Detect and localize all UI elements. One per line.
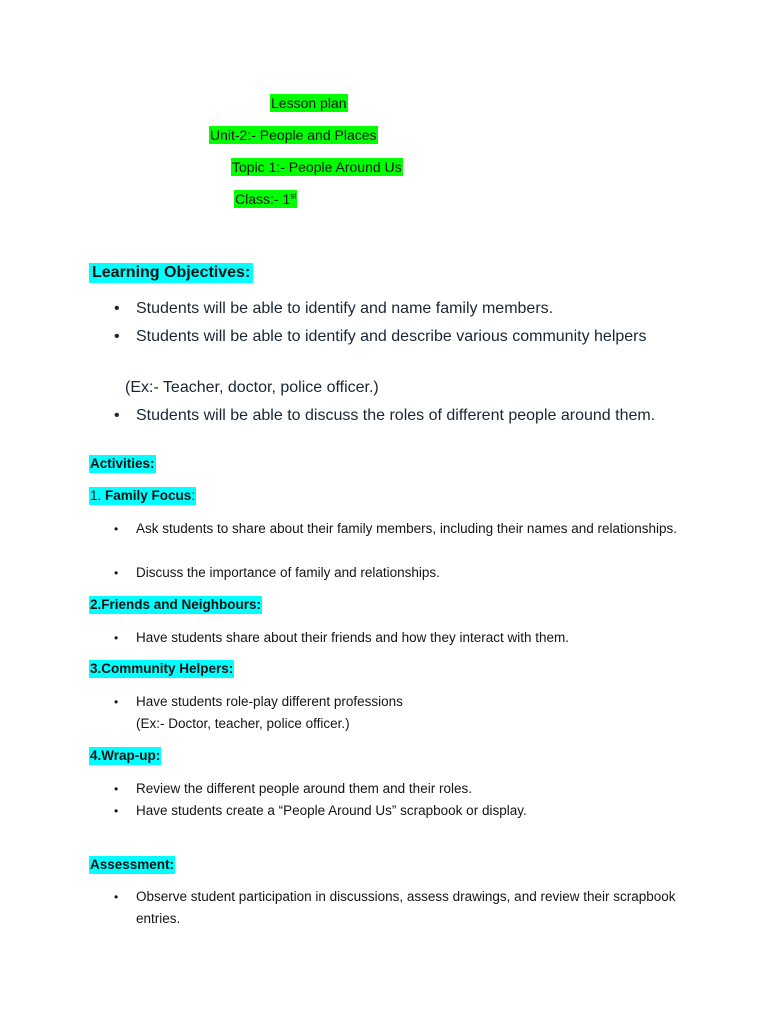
bullet-dot-icon: • [114, 804, 119, 818]
bullet-dot-icon: • [114, 695, 119, 709]
assessment-heading: Assessment: [90, 857, 175, 872]
objective-item [110, 405, 676, 426]
bullet-dot-icon: • [114, 300, 120, 317]
objective-item [110, 326, 676, 347]
family-focus-colon: : [191, 488, 196, 503]
activity-item [110, 691, 696, 735]
activity-item [110, 627, 696, 649]
bullet-dot-icon: • [114, 328, 120, 345]
bullet-dot-icon: • [114, 782, 119, 796]
activity-text: Have students role-play different professions [136, 694, 403, 709]
lesson-plan-title: Lesson plan [271, 95, 347, 111]
objective-text: Students will be able to discuss the roles of different people around them. [136, 407, 656, 424]
activity-text: Have students create a “People Around Us” scrapbook or display. [136, 803, 527, 818]
family-focus-number: 1. [90, 488, 102, 503]
activity-item [110, 518, 696, 540]
unit-title: Unit-2:- People and Places [210, 127, 377, 143]
bullet-dot-icon: • [114, 522, 119, 536]
activities-heading: Activities: [90, 456, 155, 471]
community-helpers-heading: 3.Community Helpers: [90, 661, 234, 676]
family-focus-heading [89, 487, 196, 505]
assessment-item [110, 886, 696, 930]
objective-example: (Ex:- Teacher, doctor, police officer.) [125, 379, 379, 396]
learning-objectives-heading: Learning Objectives: [89, 263, 253, 283]
activity-text: Ask students to share about their family members, including their names and relationships. [136, 521, 678, 536]
bullet-dot-icon: • [114, 631, 119, 645]
assessment-text: Observe student participation in discussions, assess drawings, and review their scrapbook entries. [136, 889, 676, 926]
topic-title: Topic 1:- People Around Us [232, 159, 402, 175]
objective-item [110, 298, 676, 319]
class-title [234, 190, 297, 208]
objective-text: Students will be able to identify and name family members. [136, 300, 554, 317]
class-label: Class:- 1 [235, 191, 291, 207]
bullet-dot-icon: • [114, 566, 119, 580]
activity-text: Discuss the importance of family and relationships. [136, 565, 440, 580]
wrap-up-heading: 4.Wrap-up: [90, 748, 161, 763]
class-ordinal-suffix: st [290, 191, 297, 201]
activity-item [110, 778, 696, 800]
friends-neighbours-heading: 2.Friends and Neighbours: [90, 597, 262, 612]
objective-text: Students will be able to identify and describe various community helpers [136, 328, 647, 345]
activity-example: (Ex:- Doctor, teacher, police officer.) [136, 716, 350, 731]
activity-item [110, 800, 696, 822]
activity-text: Have students share about their friends and how they interact with them. [136, 630, 569, 645]
bullet-dot-icon: • [114, 407, 120, 424]
activity-text: Review the different people around them and their roles. [136, 781, 472, 796]
bullet-dot-icon: • [114, 890, 119, 904]
activity-item [110, 562, 696, 584]
family-focus-title: Family Focus [105, 488, 192, 503]
